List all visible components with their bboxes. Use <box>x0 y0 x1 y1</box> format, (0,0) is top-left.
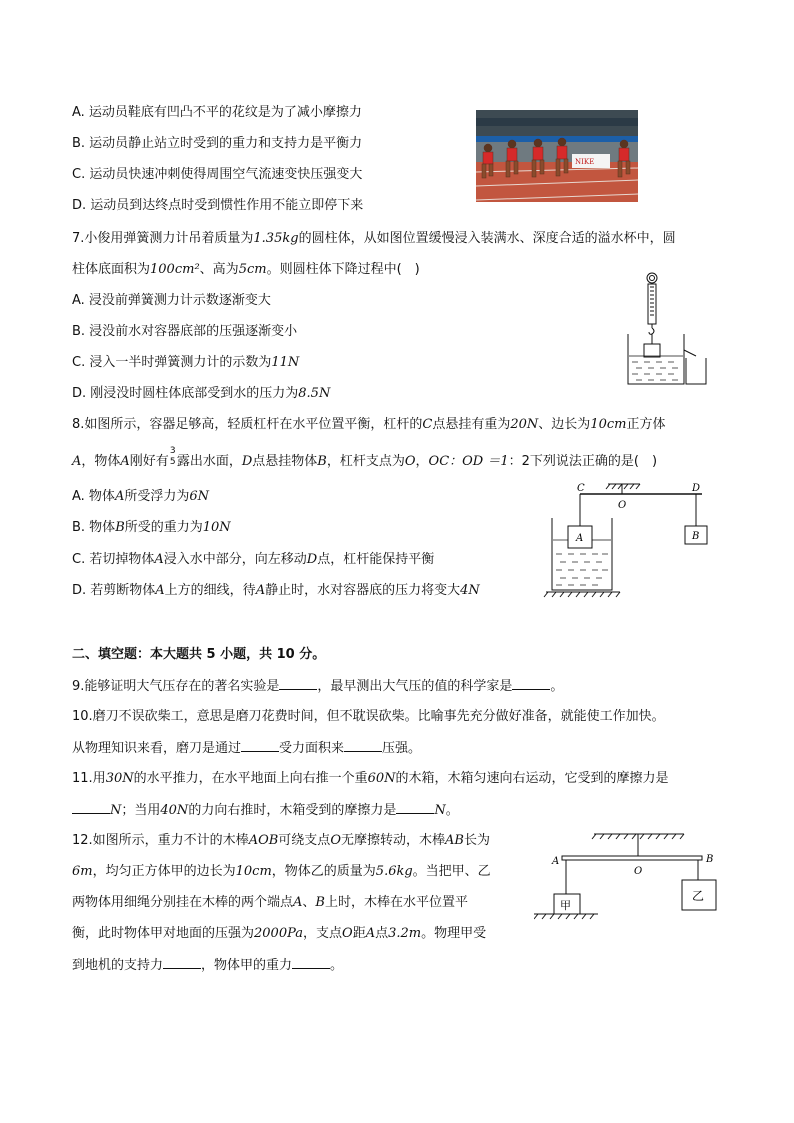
q7-option-a: A. 浸没前弹簧测力计示数逐渐变大 <box>72 293 271 308</box>
q8-fig-label-b: B <box>692 531 700 542</box>
q12-lever-figure <box>534 828 726 928</box>
q7-spring-scale-figure <box>624 272 724 390</box>
q9-blank-2[interactable] <box>512 677 550 690</box>
q11-blank-1[interactable] <box>72 801 110 814</box>
q12-fig-label-o: O <box>634 866 643 877</box>
q10-blank-1[interactable] <box>241 739 279 752</box>
q12-line2: 6m，均匀正方体甲的边长为10cm，物体乙的质量为5.6kg。当把甲、乙 <box>72 864 491 879</box>
fraction-3-5: 3 5 <box>169 446 176 467</box>
q7-stem-line1: 7.小俊用弹簧测力计吊着质量为1.35kg的圆柱体，从如图位置缓慢浸入装满水、深度合适的溢水杯中，圆 <box>72 231 676 246</box>
q10-line1: 10.磨刀不误砍柴工，意思是磨刀花费时间，但不耽误砍柴。比喻事先充分做好准备，就能使工作加快。 <box>72 709 665 724</box>
q6-option-c: C. 运动员快速冲刺使得周围空气流速变快压强变大 <box>72 167 363 182</box>
q8-fig-label-a: A <box>576 533 584 544</box>
sprinters-photo <box>476 110 638 202</box>
q12-fig-label-yi: 乙 <box>692 889 705 903</box>
q7-stem-line2: 柱体底面积为100cm²、高为5cm。则圆柱体下降过程中( ) <box>72 262 420 277</box>
q12-line5: 到地机的支持力 ，物体甲的重力 。 <box>72 958 344 973</box>
q12-blank-2[interactable] <box>292 956 330 969</box>
q8-option-c: C. 若切掉物体A浸入水中部分，向左移动D点，杠杆能保持平衡 <box>72 552 435 567</box>
q12-fig-label-a: A <box>552 856 560 867</box>
q12-line1: 12.如图所示，重力不计的木棒AOB可绕支点O无摩擦转动，木棒AB长为 <box>72 833 490 848</box>
q10-line2: 从物理知识来看，磨刀是通过 受力面积来 压强。 <box>72 741 422 756</box>
q8-stem-line2: A，物体A刚好有 3 5 露出水面，D点悬挂物体B，杠杆支点为O，OC：OD ＝1：2下列说法正确的是( ) <box>72 446 658 469</box>
q8-option-d: D. 若剪断物体A上方的细线，待A静止时，水对容器底的压力将变大4N <box>72 583 480 598</box>
q12-fig-label-jia: 甲 <box>560 899 571 912</box>
q7-option-c: C. 浸入一半时弹簧测力计的示数为11N <box>72 355 300 370</box>
q12-line3: 两物体用细绳分别挂在木棒的两个端点A、B上时，木棒在水平位置平 <box>72 895 468 910</box>
q9-blank-1[interactable] <box>279 677 317 690</box>
q6-option-a: A. 运动员鞋底有凹凸不平的花纹是为了减小摩擦力 <box>72 105 362 120</box>
q8-option-b: B. 物体B所受的重力为10N <box>72 520 231 535</box>
q8-fig-label-c: C <box>577 483 585 494</box>
q12-line4: 衡，此时物体甲对地面的压强为2000Pa，支点O距A点3.2m。物理甲受 <box>72 926 487 941</box>
q11-line1: 11.用30N的水平推力，在水平地面上向右推一个重60N的木箱，木箱匀速向右运动，它受到的摩擦力是 <box>72 771 669 786</box>
q7-option-b: B. 浸没前水对容器底部的压强逐渐变小 <box>72 324 298 339</box>
q11-blank-2[interactable] <box>396 801 434 814</box>
q6-option-b: B. 运动员静止站立时受到的重力和支持力是平衡力 <box>72 136 363 151</box>
q12-blank-1[interactable] <box>163 956 201 969</box>
q10-blank-2[interactable] <box>344 739 382 752</box>
q7-option-d: D. 刚浸没时圆柱体底部受到水的压力为8.5N <box>72 386 331 401</box>
section-2-heading: 二、填空题：本大题共 5 小题，共 10 分。 <box>72 647 326 662</box>
q12-fig-label-b: B <box>706 854 714 865</box>
q8-fig-label-d: D <box>692 483 701 494</box>
q9-text: 9.能够证明大气压存在的著名实验是 ，最早测出大气压的值的科学家是 。 <box>72 679 564 694</box>
q8-lever-figure <box>540 478 730 600</box>
photo-banner-text: NIKE <box>575 158 595 166</box>
q11-line2: N；当用40N的力向右推时，木箱受到的摩擦力是 N。 <box>72 801 459 820</box>
q8-fig-label-o: O <box>618 500 627 511</box>
q8-option-a: A. 物体A所受浮力为6N <box>72 489 209 504</box>
q8-stem-line1: 8.如图所示，容器足够高，轻质杠杆在水平位置平衡，杠杆的C点悬挂有重为20N、边长为10cm正方体 <box>72 417 666 432</box>
q6-option-d: D. 运动员到达终点时受到惯性作用不能立即停下来 <box>72 198 364 213</box>
